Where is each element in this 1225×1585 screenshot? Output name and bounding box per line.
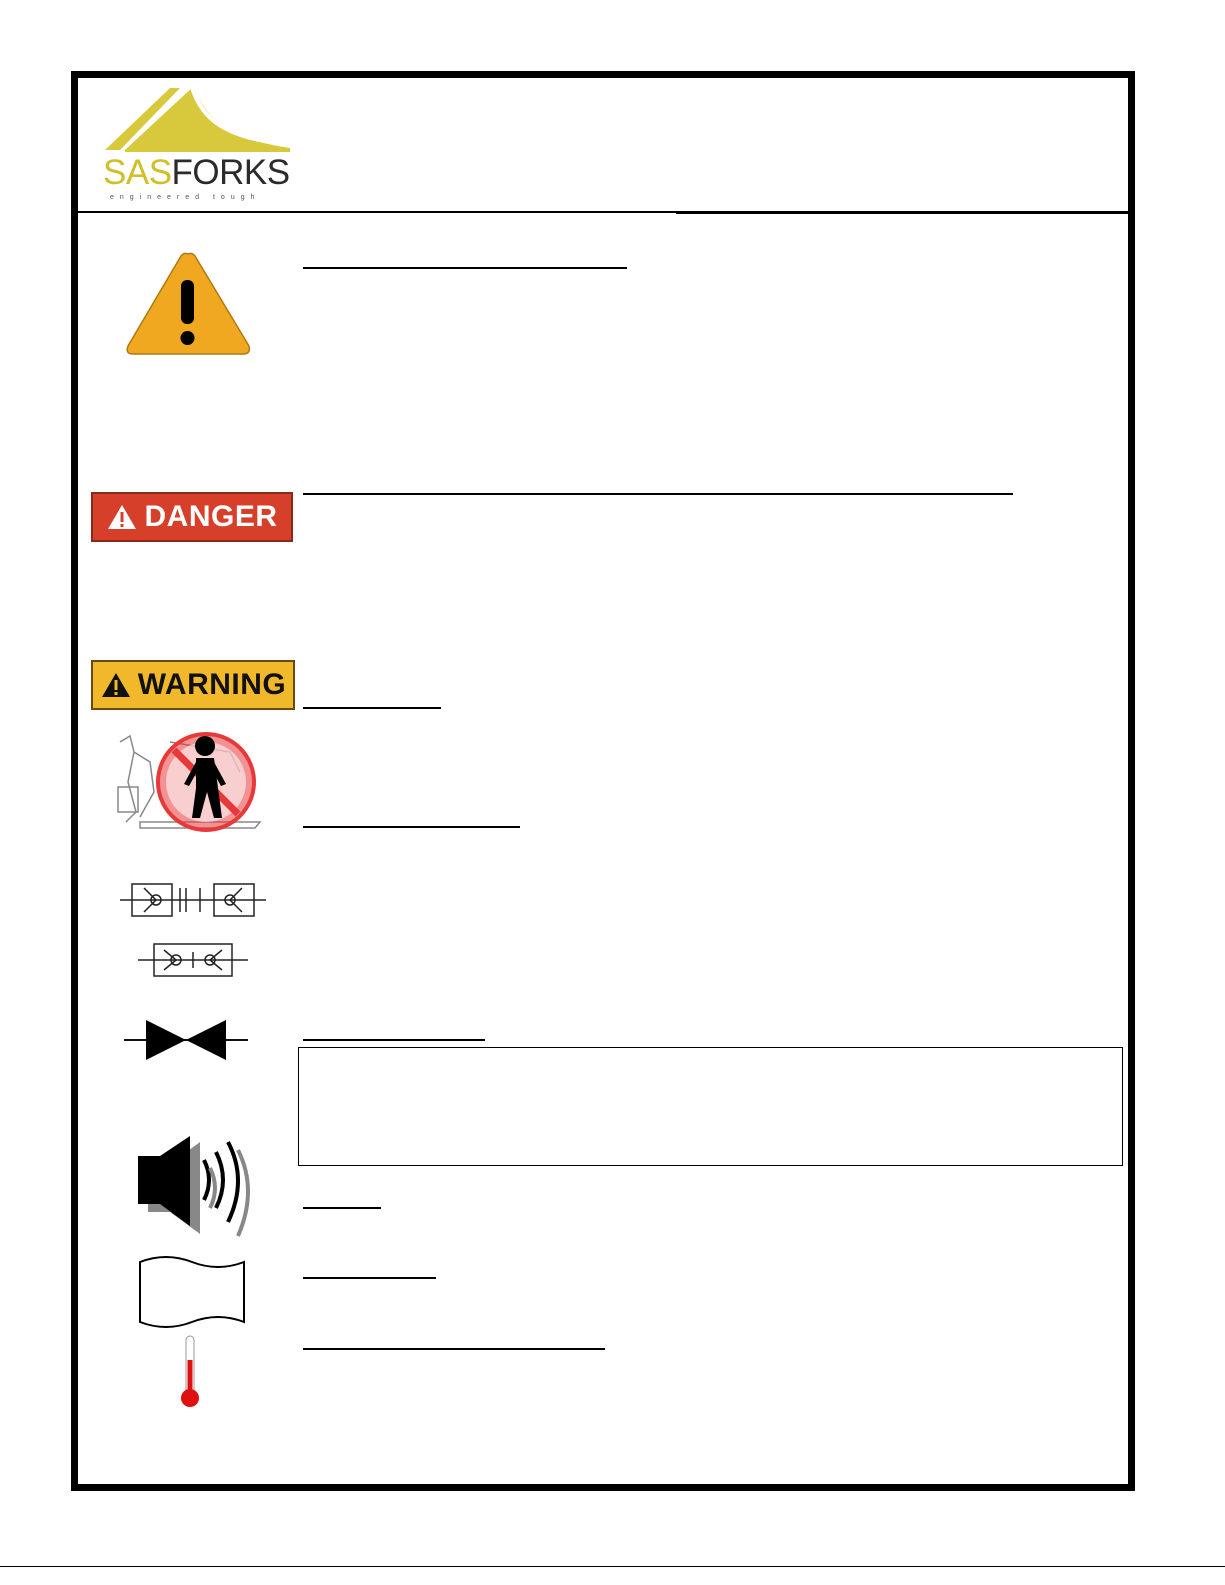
warning-label-text: WARNING bbox=[137, 668, 287, 701]
quick-coupler-icon bbox=[118, 878, 268, 978]
section-heading-hydraulic bbox=[303, 1039, 485, 1041]
valve-icon bbox=[122, 1016, 250, 1064]
page-footer-rule bbox=[0, 1566, 1225, 1567]
danger-label-icon bbox=[91, 492, 293, 542]
thermometer-icon bbox=[178, 1334, 202, 1410]
document-icon bbox=[136, 1254, 248, 1330]
section-heading-documentation bbox=[303, 1277, 436, 1279]
speaker-noise-icon bbox=[134, 1136, 256, 1240]
danger-label-text: DANGER bbox=[144, 500, 278, 533]
no-person-zone-icon bbox=[110, 722, 270, 848]
warning-label-icon bbox=[91, 660, 295, 710]
brand-wordmark bbox=[103, 155, 290, 190]
brand-wordmark-sas: SAS bbox=[103, 153, 172, 192]
notice-box bbox=[298, 1047, 1123, 1166]
alert-triangle-icon bbox=[124, 250, 252, 356]
warning-triangle-icon bbox=[100, 671, 132, 699]
section-heading-warning bbox=[303, 707, 441, 709]
header-divider-accent bbox=[676, 212, 1130, 214]
brand-tagline: engineered tough bbox=[110, 194, 261, 201]
section-heading-general-safety bbox=[303, 267, 627, 269]
section-heading-temperature bbox=[303, 1348, 605, 1350]
brand-wordmark-forks: FORKS bbox=[171, 153, 290, 192]
section-heading-crush-zone bbox=[303, 826, 520, 828]
danger-triangle-icon bbox=[106, 503, 138, 531]
section-heading-danger bbox=[303, 493, 1013, 495]
section-heading-noise bbox=[303, 1207, 381, 1209]
